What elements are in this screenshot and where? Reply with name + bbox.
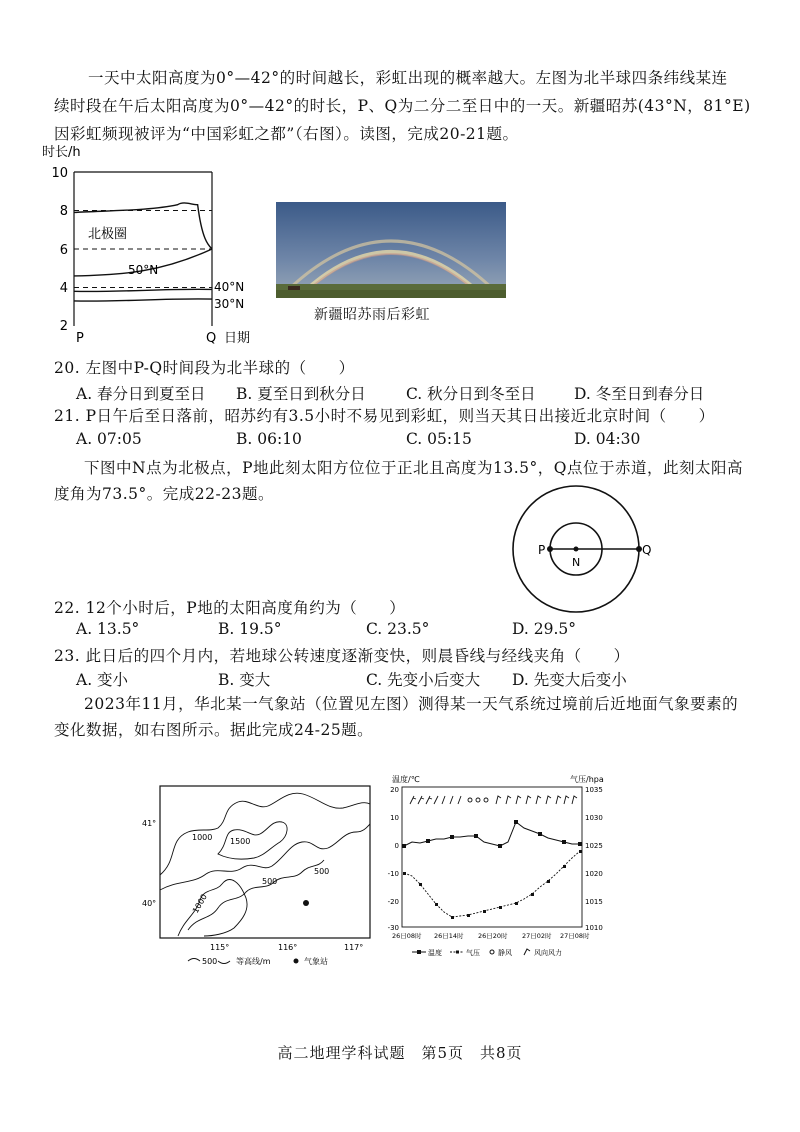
contour-label-1500: 1500	[230, 837, 251, 846]
q22-option-c: C. 23.5°	[366, 620, 430, 638]
ytick-4: 4	[59, 281, 68, 296]
right-tick-1020: 1020	[585, 870, 603, 878]
xlabel-q: Q	[206, 331, 217, 346]
xtick-26-14: 26日14时	[434, 932, 464, 940]
right-tick-1025: 1025	[585, 842, 603, 850]
legend-wind: 风向风力	[534, 949, 562, 957]
legend-temp: 温度	[428, 949, 442, 957]
wind-barbs-row	[410, 796, 577, 804]
lat-41: 41°	[142, 819, 157, 828]
xlabel-date: 日期	[224, 331, 251, 346]
left-tick-20: 20	[390, 786, 399, 794]
contour-label-500-b: 500	[262, 877, 278, 886]
lon-117: 117°	[344, 943, 364, 952]
q21-option-b: B. 06:10	[236, 430, 302, 448]
q23-option-c: C. 先变小后变大	[366, 671, 481, 689]
weather-left-title: 温度/℃	[392, 775, 420, 784]
legend-contour-label: 等高线/m	[236, 957, 271, 966]
intro-line-3: 因彩虹频现被评为“中国彩虹之都”（右图）。读图，完成20-21题。	[54, 125, 519, 143]
right-tick-1015: 1015	[585, 898, 603, 906]
lat-40: 40°	[142, 899, 157, 908]
series-arctic-circle	[74, 203, 212, 249]
page-footer: 高二地理学科试题 第5页 共8页	[277, 1044, 523, 1062]
pressure-markers	[403, 850, 582, 919]
ytick-2: 2	[59, 319, 68, 334]
q22-option-b: B. 19.5°	[218, 620, 282, 638]
series-30n	[74, 299, 212, 301]
circle-label-p: P	[538, 543, 546, 557]
xtick-26-08: 26日08时	[392, 932, 422, 940]
circle-label-n: N	[572, 556, 581, 569]
contour-label-500-a: 500	[314, 867, 330, 876]
q22-stem: 22. 12个小时后，P地的太阳高度角约为（ ）	[54, 599, 406, 617]
left-tick-10: 10	[390, 814, 399, 822]
q21-option-d: D. 04:30	[574, 430, 641, 448]
legend-station-label: 气象站	[304, 957, 328, 966]
pressure-line	[404, 851, 580, 917]
weather-station-marker	[303, 900, 309, 906]
q23-stem: 23. 此日后的四个月内，若地球公转速度逐渐变快，则晨昏线与经线夹角（ ）	[54, 647, 630, 665]
intro3-line-1: 2023年11月，华北某一气象站（位置见左图）测得某一天气系统过境前后近地面气象要素的	[84, 695, 739, 713]
q20-option-d: D. 冬至日到春分日	[574, 385, 705, 403]
circle-label-q: Q	[642, 543, 652, 557]
intro-line-1: 一天中太阳高度为0°—42°的时间越长，彩虹出现的概率越大。左图为北半球四条纬线某连	[88, 69, 728, 87]
lon-116: 116°	[278, 943, 298, 952]
left-tick-m10: -10	[387, 870, 399, 878]
ytick-10: 10	[51, 166, 68, 181]
temperature-line	[404, 822, 580, 846]
rainbow-photo	[276, 202, 506, 298]
label-50n: 50°N	[128, 263, 159, 277]
xtick-27-08: 27日08时	[560, 932, 590, 940]
q20-stem: 20. 左图中P-Q时间段为北半球的（ ）	[54, 359, 355, 377]
ytick-6: 6	[59, 243, 68, 258]
right-tick-1010: 1010	[585, 924, 603, 932]
intro3-line-2: 变化数据，如右图所示。据此完成24-25题。	[54, 721, 374, 739]
left-tick-m30: -30	[387, 924, 399, 932]
photo-caption: 新疆昭苏雨后彩虹	[314, 307, 430, 323]
xlabel-p: P	[76, 331, 84, 346]
q23-option-a: A. 变小	[76, 671, 129, 689]
q20-option-c: C. 秋分日到冬至日	[406, 385, 536, 403]
q21-stem: 21. P日午后至日落前，昭苏约有3.5小时不易见到彩虹，则当天其日出接近北京时间（ ）	[54, 407, 715, 425]
q20-option-b: B. 夏至日到秋分日	[236, 385, 366, 403]
topographic-map	[138, 780, 378, 975]
intro-line-2: 续时段在午后太阳高度为0°—42°的时长，P、Q为二分二至日中的一天。新疆昭苏(43°N，81°E)	[54, 97, 751, 115]
ytick-8: 8	[59, 204, 68, 219]
contour-label-1000-b: 1000	[190, 892, 209, 915]
intro2-line-1: 下图中N点为北极点，P地此刻太阳方位位于正北且高度为13.5°，Q点位于赤道，此刻太阳高	[84, 459, 743, 477]
q21-option-c: C. 05:15	[406, 430, 472, 448]
duration-chart	[40, 142, 251, 352]
legend-calm: 静风	[498, 949, 512, 957]
xtick-26-20: 26日20时	[478, 932, 508, 940]
label-40n: 40°N	[214, 280, 245, 294]
series-40n	[74, 289, 212, 291]
legend-pressure: 气压	[466, 949, 480, 957]
weather-chart	[388, 772, 608, 970]
q23-option-b: B. 变大	[218, 671, 271, 689]
intro2-line-2: 度角为73.5°。完成22-23题。	[54, 485, 274, 503]
legend-line-value: 500	[202, 957, 218, 966]
q22-option-a: A. 13.5°	[76, 620, 140, 638]
polar-circle-figure	[500, 480, 670, 620]
right-tick-1035: 1035	[585, 786, 603, 794]
label-arctic-circle: 北极圈	[88, 227, 128, 242]
q23-option-d: D. 先变大后变小	[512, 671, 627, 689]
xtick-27-02: 27日02时	[522, 932, 552, 940]
label-30n: 30°N	[214, 297, 245, 311]
lon-115: 115°	[210, 943, 230, 952]
weather-right-title: 气压/hpa	[570, 775, 604, 784]
chart-ylabel: 时长/h	[42, 145, 81, 160]
left-tick-m20: -20	[387, 898, 399, 906]
q20-option-a: A. 春分日到夏至日	[76, 385, 206, 403]
q22-option-d: D. 29.5°	[512, 620, 576, 638]
right-tick-1030: 1030	[585, 814, 603, 822]
left-tick-0: 0	[394, 842, 399, 850]
q21-option-a: A. 07:05	[76, 430, 142, 448]
contour-label-1000: 1000	[192, 833, 213, 842]
